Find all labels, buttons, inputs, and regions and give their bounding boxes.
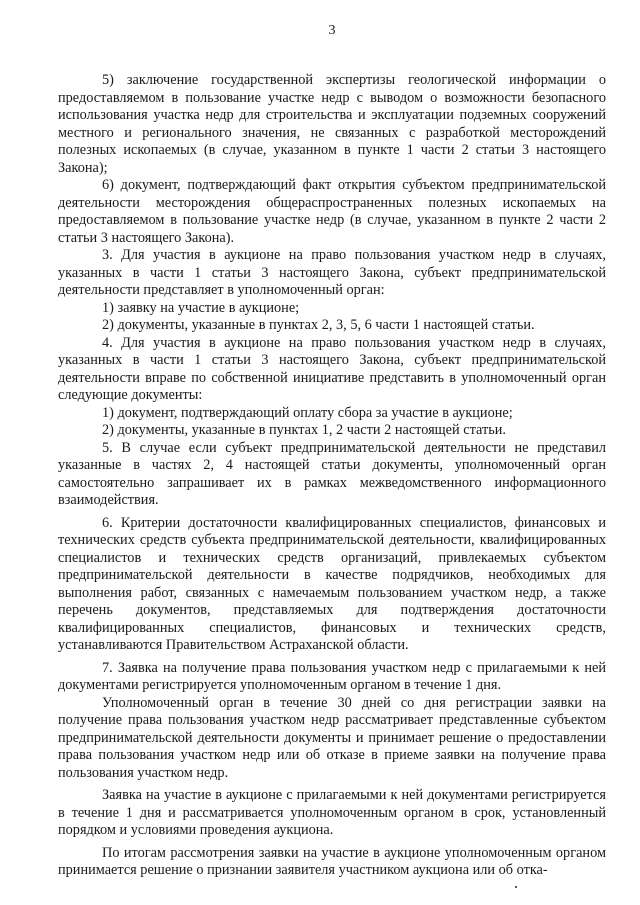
- paragraph-authority-review: Уполномоченный орган в течение 30 дней со дня регистрации заявки на получение права пользования участком недр рассматривает представленные субъектом предпринимательской деятельности документы и принимает решение о предоставлении права пользования участком недр или об отказе в приеме заявки на получение права пользования участком недр.: [58, 694, 606, 781]
- paragraph-auction-decision: По итогам рассмотрения заявки на участие в аукционе уполномоченным органом принимается решение о признании заявителя участником аукциона или об отка-: [58, 844, 606, 878]
- paragraph-part-3-item-1: 1) заявку на участие в аукционе;: [102, 299, 300, 316]
- paragraph-part-3: 3. Для участия в аукционе на право пользования участком недр в случаях, указанных в части 1 статьи 3 настоящего Закона, субъект предпринимательской деятельности представляет в уполномоченный орган:: [58, 247, 606, 298]
- paragraph-part-4-item-1: 1) документ, подтверждающий оплату сбора за участие в аукционе;: [102, 404, 513, 421]
- paragraph-part-3-item-2: 2) документы, указанные в пунктах 2, 3, 5, 6 части 1 настоящей статьи.: [102, 317, 535, 333]
- paragraph-part-4-item-2: 2) документы, указанные в пунктах 1, 2 части 2 настоящей статьи.: [102, 422, 506, 438]
- paragraph-part-4: 4. Для участия в аукционе на право пользования участком недр в случаях, указанных в части 1 статьи 3 настоящего Закона, субъект предпринимательской деятельности вправе по собственной инициативе представить в уполномоченный орган следующие документы:: [58, 334, 606, 403]
- paragraph-item-5: 5) заключение государственной экспертизы геологической информации о предоставляемом в пользование участке недр с выводом о возможности безопасного использования участка недр для строительства и эксплуатации подземных сооружений местного и регионального значения, не связанных с разработкой месторождений полезных ископаемых (в случае, указанном в пункте 1 части 2 статьи 3 настоящего Закона);: [58, 72, 606, 176]
- paragraph-part-6: 6. Критерии достаточности квалифицированных специалистов, финансовых и технических средств субъекта предпринимательской деятельности, квалифицированных специалистов и технических средств организаций, привлекаемых субъектом предпринимательской деятельности в качестве подрядчиков, необходимых для выполнения работ, связанных с намечаемым пользованием участком недр, а также перечень документов, представляемых для подтверждения достаточности квалифицированных специалистов, финансовых и технических средств, устанавливаются Правительством Астраханской области.: [58, 514, 606, 653]
- paragraph-part-7: 7. Заявка на получение права пользования участком недр с прилагаемыми к ней документами регистрируется уполномоченным органом в течение 1 дня.: [58, 659, 606, 693]
- scan-speck: [515, 886, 517, 888]
- paragraph-auction-registration: Заявка на участие в аукционе с прилагаемыми к ней документами регистрируется в течение 1 дня и рассматривается уполномоченным органом в срок, установленный порядком и условиями проведения аукциона.: [58, 787, 606, 838]
- paragraph-item-6: 6) документ, подтверждающий факт открытия субъектом предпринимательской деятельности месторождения общераспространенных полезных ископаемых на предоставляемом в пользование участке недр (в случае, указанном в пункте 2 части 2 статьи 3 настоящего Закона).: [58, 177, 606, 246]
- document-body: [58, 72, 606, 880]
- page-number: 3: [328, 23, 336, 38]
- paragraph-part-5: 5. В случае если субъект предпринимательской деятельности не представил указанные в частях 2, 4 настоящей статьи документы, уполномоченный орган самостоятельно запрашивает их в рамках межведомственного информационного взаимодействия.: [58, 439, 606, 508]
